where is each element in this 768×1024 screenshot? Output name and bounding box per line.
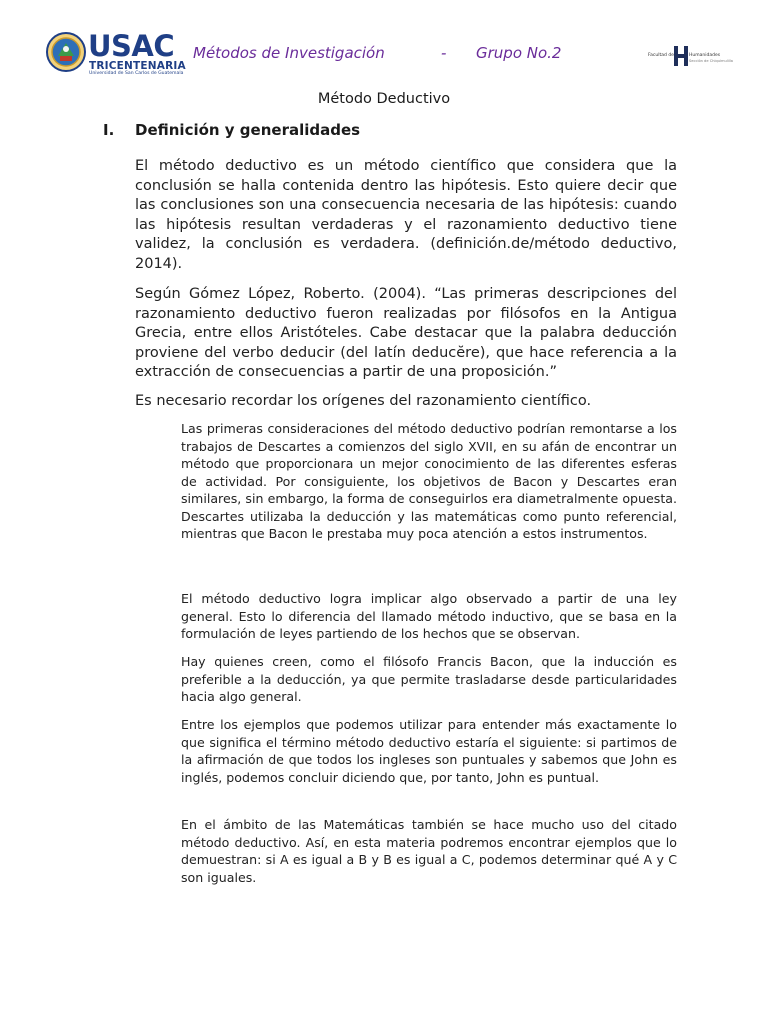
paragraph: Según Gómez López, Roberto. (2004). “Las primeras descripciones del razonamiento deductivo fueron realizadas por filósofos en la Antigua Grecia, entre ellos Aristóteles. Cabe destacar que la palabra deducción proviene del verbo deducir (del latín deducĕre), que hace referencia a la extracción de consecuencias a partir de una proposición.”: [135, 286, 677, 380]
section-number: I.: [103, 121, 115, 139]
section-title: Definición y generalidades: [135, 121, 361, 139]
section-heading: [103, 121, 360, 139]
quoted-paragraph: El método deductivo logra implicar algo observado a partir de una ley general. Esto lo diferencia del llamado método inductivo, que se basa en la formulación de leyes partiendo de los hechos que se observan.: [181, 591, 677, 641]
university-seal-icon: [46, 32, 86, 72]
group-title: Grupo No.2: [476, 44, 562, 62]
logo-wordmark: USAC: [88, 29, 175, 63]
course-title: Métodos de Investigación: [193, 44, 385, 62]
logo-subtitle: TRICENTENARIA: [89, 60, 186, 72]
logo-caption: Universidad de San Carlos de Guatemala: [89, 71, 184, 76]
document-title: Método Deductivo: [317, 91, 451, 107]
paragraph: Es necesario recordar los orígenes del razonamiento científico.: [135, 393, 592, 409]
quoted-paragraph: Hay quienes creen, como el filósofo Francis Bacon, que la inducción es preferible a la deducción, ya que permite trasladarse desde particularidades hacia algo general.: [181, 654, 677, 704]
faculty-prefix: Facultad de: [648, 53, 674, 58]
header-separator: -: [441, 44, 447, 62]
page-header: [0, 28, 768, 84]
quoted-paragraph: En el ámbito de las Matemáticas también se hace mucho uso del citado método deductivo. Así, en esta materia podremos encontrar ejemplos que lo demuestran: si A es igual a B y B es igual a C, podemos determinar qué A y C son iguales.: [181, 817, 677, 885]
quoted-paragraph: Las primeras consideraciones del método deductivo podrían remontarse a los trabajos de Descartes a comienzos del siglo XVII, en su afán de encontrar un método que proporcionara un mejor conocimiento de las diferentes esferas de actividad. Por consiguiente, los objetivos de Bacon y Descartes eran similares, sin embargo, la forma de conseguirlos era diametralmente opuesta. Descartes utilizaba la deducción y las matemáticas como punto referencial, mientras que Bacon le prestaba muy poca atención a estos instrumentos.: [181, 421, 677, 541]
quoted-paragraph: Entre los ejemplos que podemos utilizar para entender más exactamente lo que significa el término método deductivo estaría el siguiente: si partimos de la afirmación de que todos los ingleses son puntuales y sabemos que John es inglés, podemos concluir diciendo que, por tanto, John es puntual.: [181, 717, 677, 785]
faculty-h-icon: [674, 46, 688, 66]
usac-logo: [46, 29, 186, 80]
faculty-name: Humanidades: [689, 53, 721, 58]
faculty-tagline: Sección de Chiquimulilla: [689, 59, 734, 63]
paragraph: El método deductivo es un método científico que considera que la conclusión se halla contenida dentro las hipótesis. Esto quiere decir que las conclusiones son una consecuencia necesaria de las hipótesis: cuando las hipótesis resultan verdaderas y el razonamiento deductivo tiene validez, la conclusión es verdadera. (definición.de/método deductivo, 2014).: [135, 158, 677, 272]
faculty-logo: [648, 48, 734, 72]
